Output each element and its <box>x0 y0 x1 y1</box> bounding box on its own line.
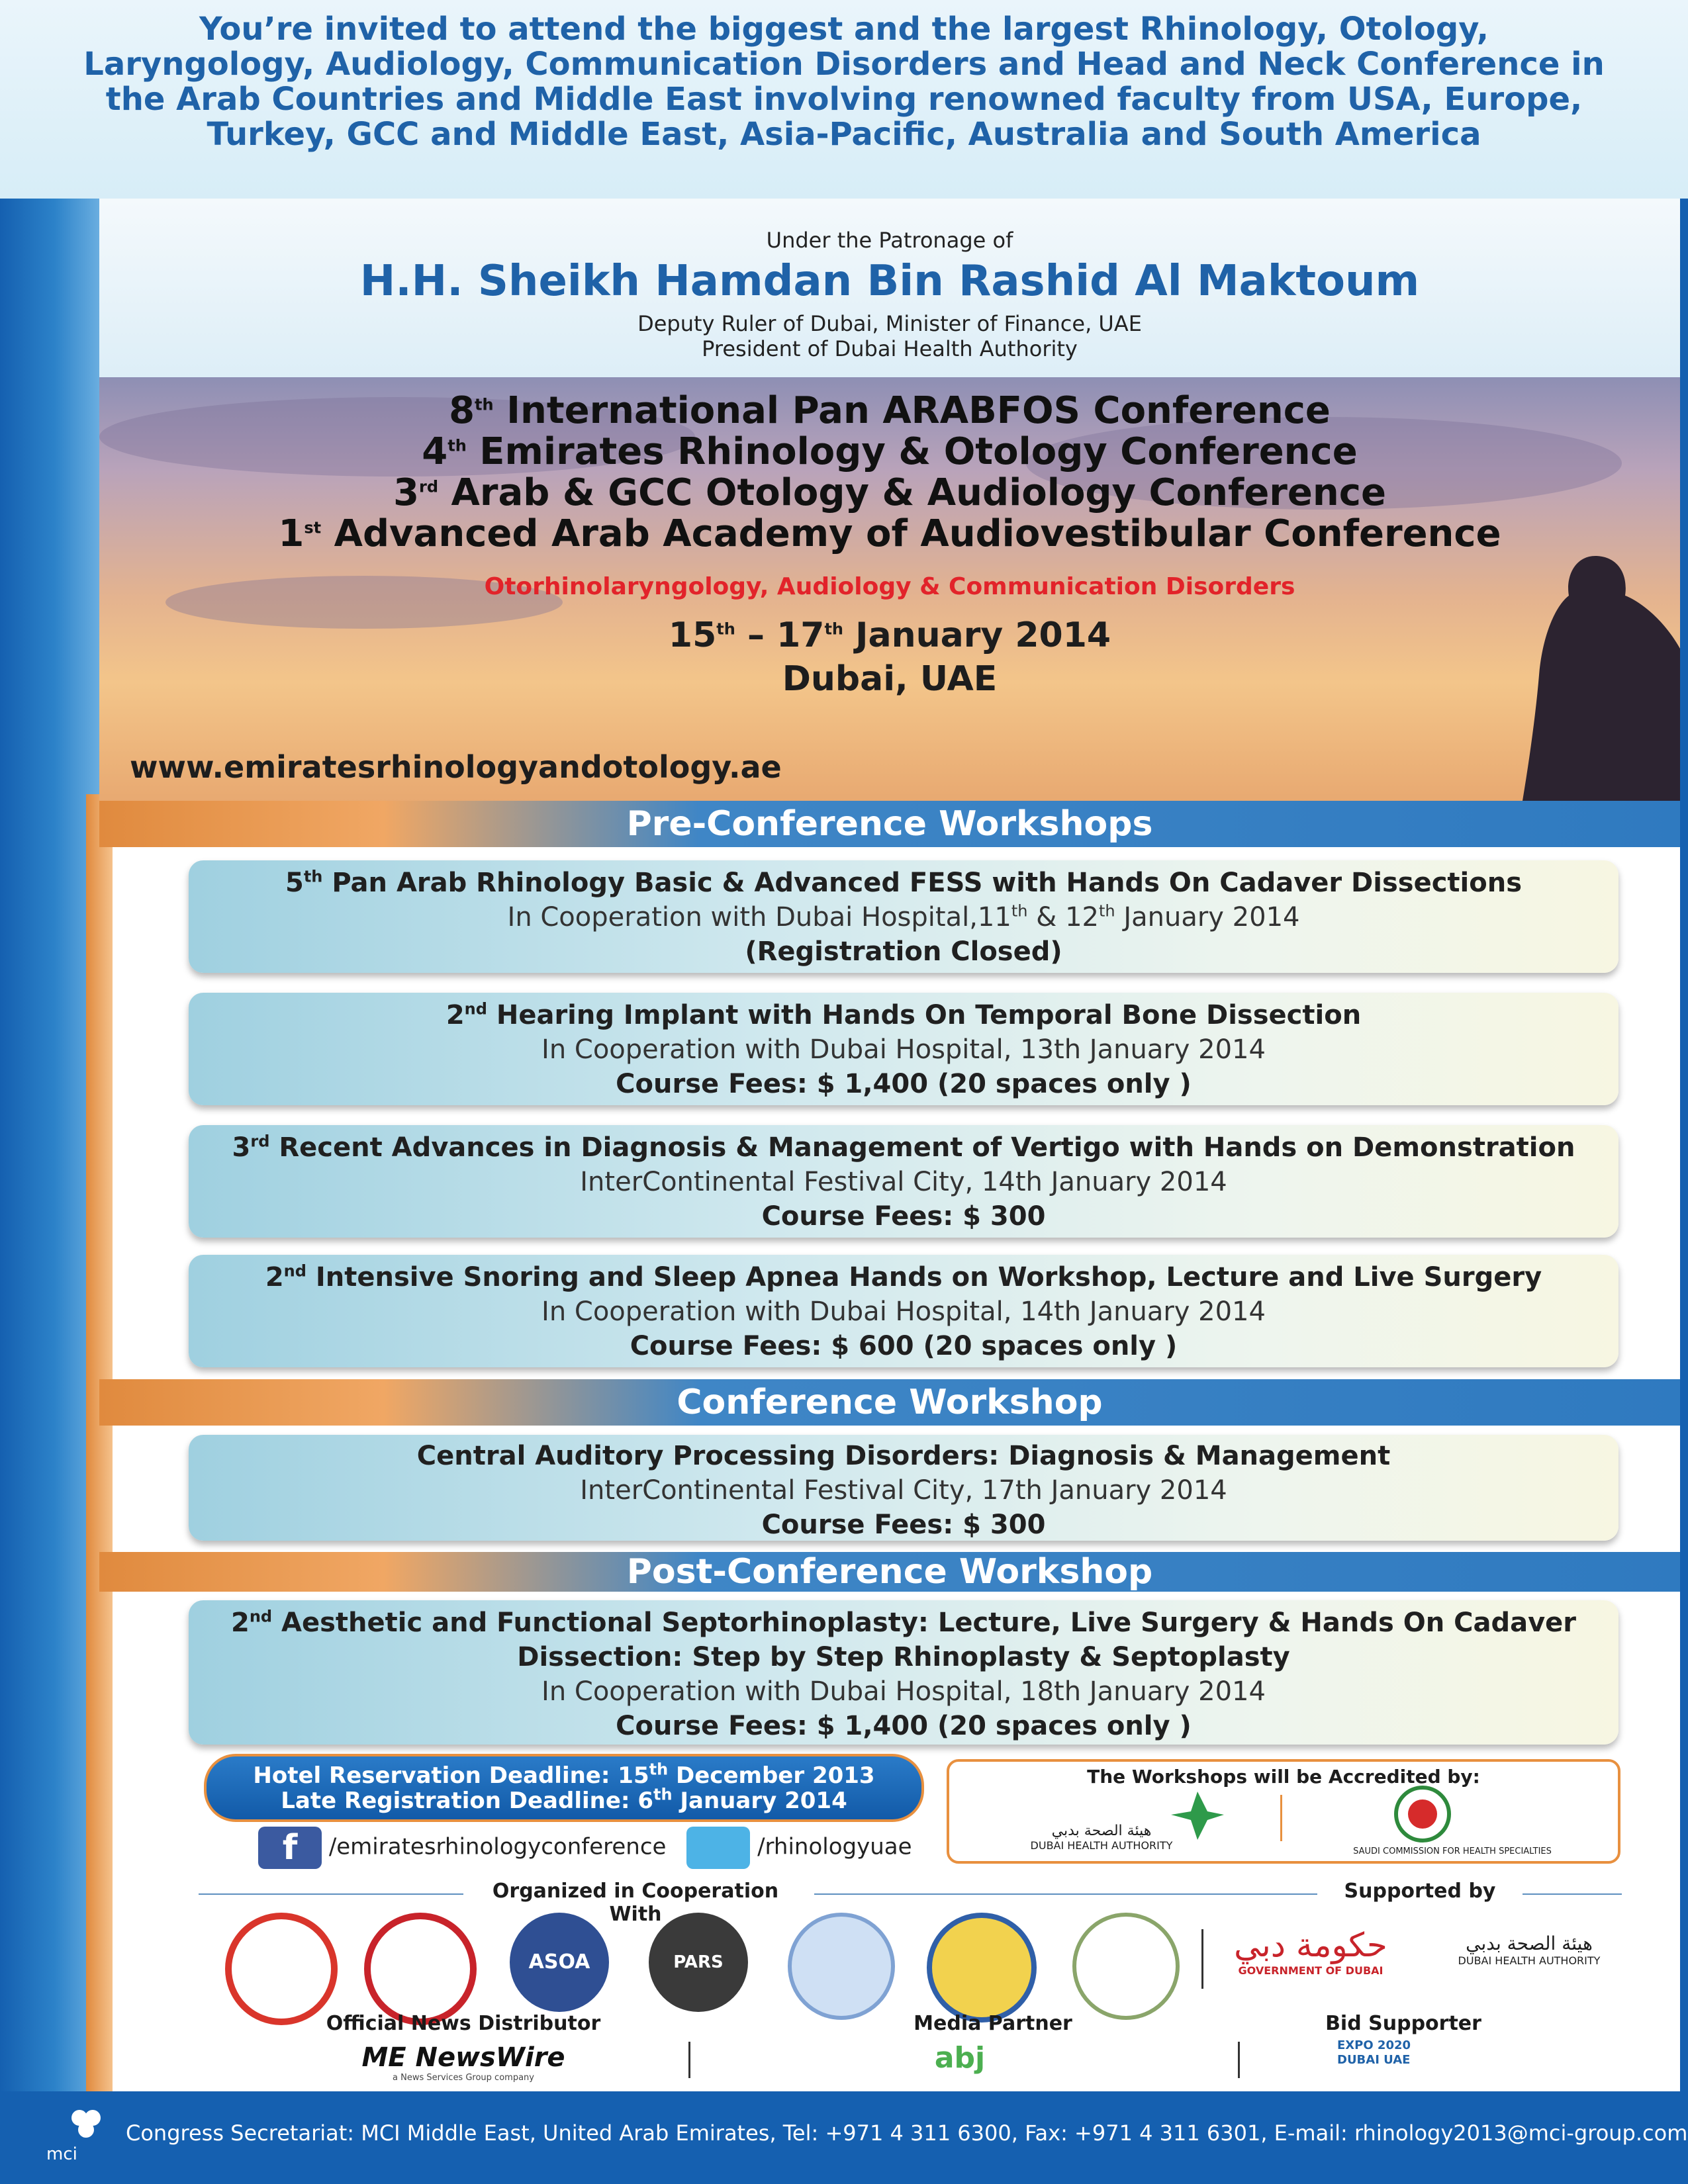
scfhs-name: SAUDI COMMISSION FOR HEALTH SPECIALTIES <box>1353 1846 1552 1856</box>
patron-role-2: President of Dubai Health Authority <box>702 336 1078 361</box>
menewswire-tag: a News Services Group company <box>393 2073 534 2083</box>
dha-supporter-logo <box>1423 1933 1635 1967</box>
workshop-card <box>189 1600 1618 1745</box>
patron-role-1: Deputy Ruler of Dubai, Minister of Finance, UAE <box>637 311 1142 336</box>
workshop-title-cont: Dissection: Step by Step Rhinoplasty & Septoplasty <box>517 1642 1290 1672</box>
workshop-fee: Course Fees: $ 600 (20 spaces only ) <box>630 1331 1178 1361</box>
workshop-title: Central Auditory Processing Disorders: Diagnosis & Management <box>416 1441 1391 1471</box>
workshop-venue: In Cooperation with Dubai Hospital,11th & 12th January 2014 <box>507 901 1300 933</box>
twitter-handle[interactable]: /rhinologyuae <box>757 1833 912 1860</box>
government-of-dubai-logo <box>1218 1926 1403 1977</box>
workshop-card <box>189 1435 1618 1541</box>
specialty-line: Otorhinolaryngology, Audiology & Communication Disorders <box>484 573 1295 600</box>
dha-supporter-arabic: هيئة الصحة بدبي <box>1466 1933 1593 1954</box>
conference-location: Dubai, UAE <box>782 659 998 699</box>
right-blue-border <box>1680 199 1688 2091</box>
conference-4: 1st Advanced Arab Academy of Audiovestibular Conference <box>278 512 1501 555</box>
menewswire-logo: ME NewsWire <box>361 2042 565 2073</box>
org-logo-7 <box>1072 1913 1180 2020</box>
dha-arabic-name: هيئة الصحة بدبي <box>1051 1823 1152 1839</box>
workshop-note: (Registration Closed) <box>745 936 1062 967</box>
news-distributor-label: Official News Distributor <box>326 2012 601 2035</box>
logo-divider <box>1201 1929 1203 1989</box>
footer-bar <box>0 2091 1688 2184</box>
bid-supporter-label: Bid Supporter <box>1325 2012 1481 2035</box>
dha-name <box>1002 1823 1201 1852</box>
workshop-title: 5th Pan Arab Rhinology Basic & Advanced FESS with Hands On Cadaver Dissections <box>285 867 1523 898</box>
divider-line <box>199 1893 463 1895</box>
workshop-card <box>189 993 1618 1105</box>
workshop-card <box>189 1255 1618 1367</box>
twitter-icon[interactable] <box>686 1827 750 1869</box>
organized-heading: Organized in Cooperation With <box>492 1880 779 1926</box>
secretariat-contact: Congress Secretariat: MCI Middle East, United Arab Emirates, Tel: +971 4 311 6300, Fax: +971 4 311 6301, E-mail: rhinology2013@mci-group.com <box>126 2120 1688 2146</box>
patronage-intro: Under the Patronage of <box>766 228 1013 253</box>
mci-logo-icon <box>66 2105 106 2144</box>
workshop-fee: Course Fees: $ 1,400 (20 spaces only ) <box>616 1069 1192 1099</box>
org-logo-1 <box>225 1913 338 2025</box>
partner-divider <box>1238 2042 1240 2078</box>
facebook-handle[interactable]: /emiratesrhinologyconference <box>328 1833 667 1860</box>
social-links <box>258 1827 912 1869</box>
patron-name: H.H. Sheikh Hamdan Bin Rashid Al Maktoum <box>359 257 1420 306</box>
deadlines-banner <box>204 1754 924 1822</box>
org-logo-6 <box>927 1913 1037 2023</box>
left-orange-swoosh <box>86 794 113 2091</box>
accreditation-divider <box>1280 1795 1282 1841</box>
org-logo-5 <box>788 1913 895 2020</box>
divider-line <box>1523 1893 1622 1895</box>
workshop-fee: Course Fees: $ 300 <box>761 1510 1046 1540</box>
media-partner-label: Media Partner <box>914 2012 1072 2035</box>
workshop-venue: InterContinental Festival City, 17th January 2014 <box>580 1475 1227 1506</box>
post-conference-header: Post-Conference Workshop <box>99 1552 1680 1592</box>
accreditation-heading: The Workshops will be Accredited by: <box>1087 1766 1480 1788</box>
conference-dates: 15th – 17th January 2014 <box>668 615 1111 655</box>
government-english: GOVERNMENT OF DUBAI <box>1238 1964 1383 1977</box>
website-link[interactable]: www.emiratesrhinologyandotology.ae <box>130 749 782 785</box>
government-arabic: حكومة دبي <box>1234 1926 1387 1964</box>
workshop-venue: In Cooperation with Dubai Hospital, 14th January 2014 <box>541 1297 1266 1327</box>
left-blue-swoosh <box>0 199 99 2091</box>
conference-2: 4th Emirates Rhinology & Otology Conference <box>422 430 1358 473</box>
conference-1: 8th International Pan ARABFOS Conference <box>449 389 1331 432</box>
workshop-fee: Course Fees: $ 300 <box>761 1201 1046 1232</box>
org-logo-2 <box>364 1913 477 2025</box>
patronage-section <box>99 199 1680 377</box>
conference-list <box>99 390 1680 555</box>
asoa-logo: ASOA <box>510 1913 609 2012</box>
scfhs-logo-icon <box>1386 1784 1459 1844</box>
conference-workshop-header: Conference Workshop <box>99 1379 1680 1426</box>
workshop-title: 2nd Hearing Implant with Hands On Temporal Bone Dissection <box>445 999 1362 1030</box>
workshop-title: 3rd Recent Advances in Diagnosis & Management of Vertigo with Hands on Demonstration <box>232 1132 1575 1163</box>
workshop-fee: Course Fees: $ 1,400 (20 spaces only ) <box>616 1711 1192 1741</box>
abj-logo: abj <box>934 2041 986 2075</box>
divider-line <box>814 1893 1317 1895</box>
mci-label: mci <box>46 2144 77 2164</box>
workshop-venue: InterContinental Festival City, 14th January 2014 <box>580 1167 1227 1197</box>
pars-logo: PARS <box>649 1913 748 2012</box>
workshop-title: 2nd Aesthetic and Functional Septorhinoplasty: Lecture, Live Surgery & Hands On Cadaver <box>230 1607 1577 1638</box>
conference-3: 3rd Arab & GCC Otology & Audiology Conference <box>393 471 1386 514</box>
facebook-icon[interactable]: f <box>258 1827 322 1869</box>
supported-heading: Supported by <box>1344 1880 1496 1903</box>
partner-divider <box>688 2042 690 2078</box>
workshop-card <box>189 1125 1618 1238</box>
workshop-venue: In Cooperation with Dubai Hospital, 18th January 2014 <box>541 1676 1266 1707</box>
invitation-text: You’re invited to attend the biggest and the largest Rhinology, Otology, Laryngology, Audiology, Communication Disorders and Head and Neck Conference in the Arab Countries and Middle East involving renowned faculty from USA, Europe, Turkey, GCC and Middle East, Asia-Pacific, Australia and South America <box>83 11 1605 153</box>
workshop-title: 2nd Intensive Snoring and Sleep Apnea Hands on Workshop, Lecture and Live Surgery <box>265 1261 1542 1293</box>
dha-english-name: DUBAI HEALTH AUTHORITY <box>1030 1839 1173 1852</box>
pre-conference-header: Pre-Conference Workshops <box>99 801 1680 847</box>
workshop-card <box>189 860 1618 973</box>
late-registration-deadline: Late Registration Deadline: 6th January 2014 <box>281 1785 847 1814</box>
hotel-deadline: Hotel Reservation Deadline: 15th December 2013 <box>253 1760 875 1789</box>
workshop-venue: In Cooperation with Dubai Hospital, 13th January 2014 <box>541 1034 1266 1065</box>
dha-supporter-english: DUBAI HEALTH AUTHORITY <box>1458 1954 1601 1967</box>
accreditation-box <box>947 1759 1620 1864</box>
expo-2020-logo: EXPO 2020 DUBAI UAE <box>1337 2038 1411 2067</box>
sunset-hero <box>99 377 1680 801</box>
